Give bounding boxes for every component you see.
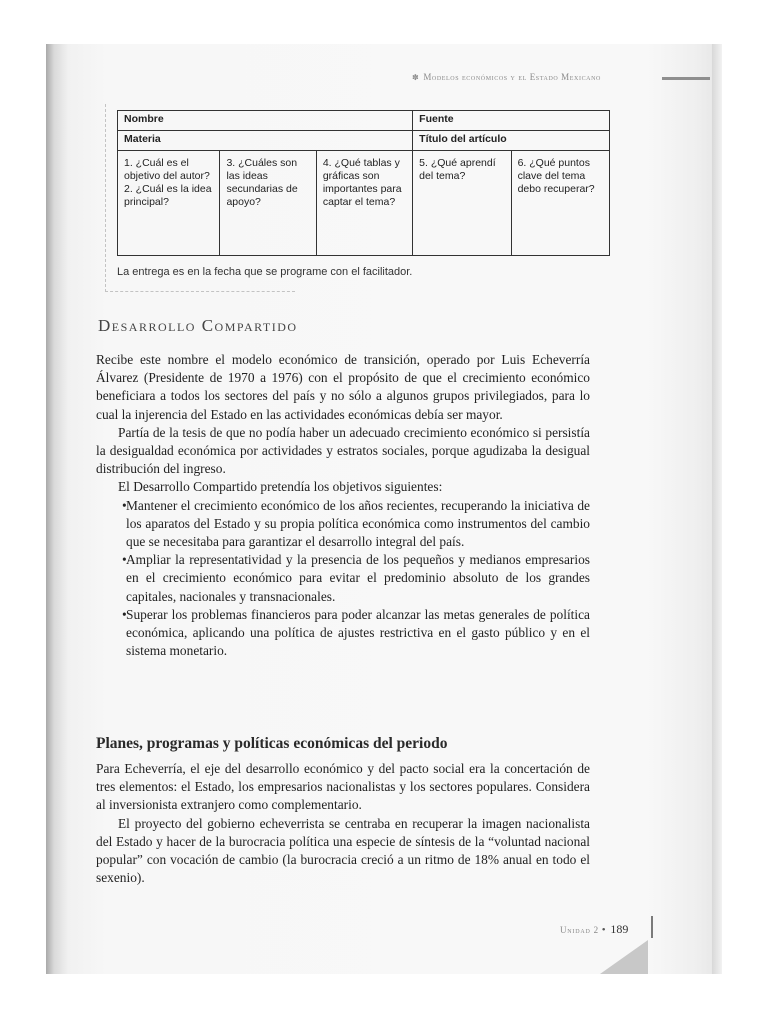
running-head-text: Modelos económicos y el Estado Mexicano bbox=[423, 72, 601, 82]
cell-fuente: Fuente bbox=[413, 111, 610, 131]
list-item bbox=[96, 551, 590, 606]
running-head-rule bbox=[662, 77, 710, 80]
cell-question-5 bbox=[413, 151, 511, 256]
question-6: 6. ¿Qué puntos clave del tema debo recuperar? bbox=[517, 157, 595, 195]
cell-titulo: Título del artículo bbox=[413, 131, 610, 151]
page-corner-shadow bbox=[600, 940, 648, 974]
unit-label: Unidad 2 bbox=[560, 925, 599, 935]
page-edge bbox=[712, 44, 722, 974]
cell-question-3 bbox=[220, 151, 316, 256]
subsection-body bbox=[96, 760, 590, 887]
dashed-border-bottom bbox=[105, 291, 295, 292]
cell-nombre: Nombre bbox=[118, 111, 413, 131]
objectives-list bbox=[96, 497, 590, 661]
section-body bbox=[96, 351, 590, 660]
cell-materia: Materia bbox=[118, 131, 413, 151]
list-item-text: Mantener el crecimiento económico de los años recientes, recuperando la iniciativa de los aparatos del Estado y su propia política económica como instrumentos del cambio que se necesitaba para garantizar el desarrollo integral del país. bbox=[126, 497, 590, 550]
question-1: 1. ¿Cuál es el objetivo del autor? bbox=[124, 157, 210, 182]
paragraph-5: El proyecto del gobierno echeverrista se centraba en recuperar la imagen nacionalista del Estado y hacer de la burocracia política una especie de síntesis de la “voluntad nacional popular” con vocación de cambio (la burocracia creció a un ritmo de 18% anual en todo el sexenio). bbox=[96, 815, 590, 886]
page-footer bbox=[560, 922, 628, 937]
table-row bbox=[118, 111, 610, 131]
footer-rule bbox=[651, 916, 653, 938]
paragraph-1: Recibe este nombre el modelo económico de transición, operado por Luis Echeverría Álvarez (Presidente de 1970 a 1976) con el propósito de que el crecimiento económico beneficiara a todos los sectores del país y no sólo a algunos grupos privilegiados, para lo cual la injerencia del Estado en las actividades económicas debía ser mayor. bbox=[96, 352, 590, 422]
list-item bbox=[96, 497, 590, 552]
list-item-text: Superar los problemas financieros para poder alcanzar las metas generales de política económica, aplicando una política de ajustes restrictiva en el gasto público y en el sistema monetario. bbox=[126, 606, 590, 659]
question-5: 5. ¿Qué aprendí del tema? bbox=[419, 157, 496, 182]
cell-questions-1-2 bbox=[118, 151, 220, 256]
paragraph-3: El Desarrollo Compartido pretendía los objetivos siguientes: bbox=[118, 479, 443, 495]
page-number: 189 bbox=[610, 922, 629, 936]
table-row bbox=[118, 131, 610, 151]
reading-card-table bbox=[117, 110, 610, 256]
list-item-text: Ampliar la representatividad y la presencia de los pequeños y medianos empresarios en el crecimiento económico para evitar el predominio absoluto de los grandes capitales, nacionales y transnacionales. bbox=[126, 552, 590, 604]
bullet-icon: • bbox=[122, 552, 127, 568]
ornament-icon: ✽ bbox=[412, 73, 420, 82]
footer-dot-icon: • bbox=[601, 924, 609, 936]
section-title: Desarrollo Compartido bbox=[98, 316, 298, 335]
dashed-border-left bbox=[105, 104, 106, 292]
bullet-icon: • bbox=[122, 497, 127, 513]
table-row bbox=[118, 151, 610, 256]
paragraph-2: Partía de la tesis de que no podía haber un adecuado crecimiento económico si persistía la desigualdad económica por actividades y estratos sociales, porque agudizaba la desigual distribución del ingreso. bbox=[96, 424, 590, 477]
question-2: 2. ¿Cuál es la idea principal? bbox=[124, 183, 212, 208]
question-4: 4. ¿Qué tablas y gráficas son importantes para captar el tema? bbox=[322, 157, 402, 208]
cell-question-4 bbox=[316, 151, 412, 256]
bullet-icon: • bbox=[122, 606, 127, 622]
paragraph-4: Para Echeverría, el eje del desarrollo económico y del pacto social era la concertación de tres elementos: el Estado, los empresarios nacionalistas y los sectores populares. Considera al inversionista extranjero como complementario. bbox=[96, 761, 590, 813]
question-3: 3. ¿Cuáles son las ideas secundarias de apoyo? bbox=[226, 157, 298, 208]
subheading: Planes, programas y políticas económicas del periodo bbox=[96, 735, 448, 752]
list-item bbox=[96, 606, 590, 661]
scan-margin bbox=[0, 0, 48, 1024]
cell-question-6 bbox=[511, 151, 609, 256]
delivery-note: La entrega es en la fecha que se programe con el facilitador. bbox=[117, 266, 413, 278]
